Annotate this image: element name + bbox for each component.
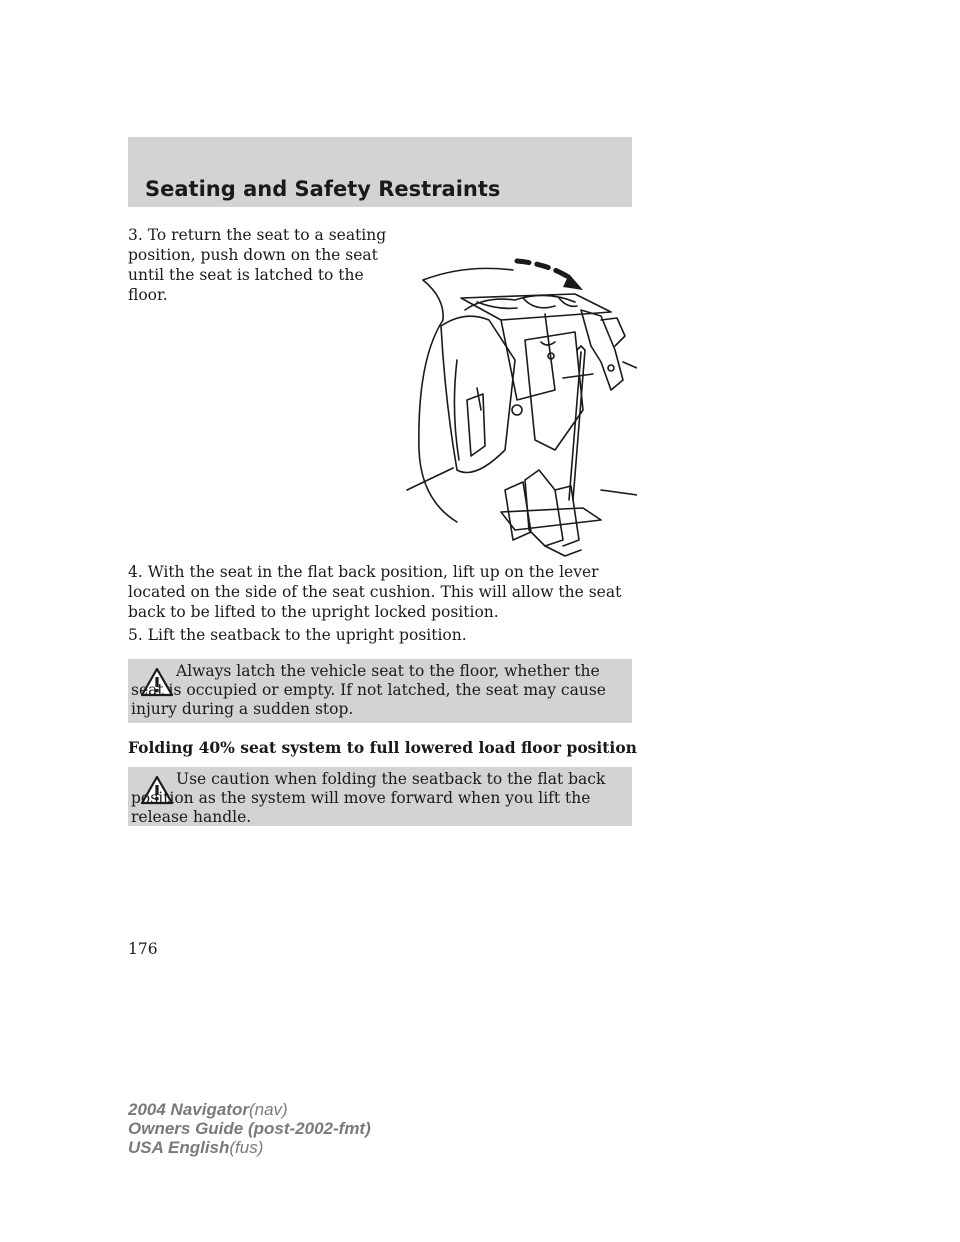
- warning-text: Use caution when folding the seatback to the flat back position as the system will move forward when you lift the release handle.: [131, 770, 606, 826]
- seat-latch-illustration: [405, 250, 637, 560]
- footer-line-2: [128, 1119, 371, 1138]
- step-4-text: 4. With the seat in the flat back position, lift up on the lever located on the side of the seat cushion. This will allow the seat back to be lifted to the upright locked position.: [128, 563, 622, 621]
- footer-line-3: [128, 1138, 371, 1157]
- warning-text: Always latch the vehicle seat to the floor, whether the seat is occupied or empty. If not latched, the seat may cause injury during a sudden stop.: [131, 662, 606, 718]
- footer-model-code: (nav): [248, 1100, 288, 1119]
- footer-guide: Owners Guide (post-2002-fmt): [128, 1119, 371, 1138]
- footer-language-code: (fus): [229, 1138, 264, 1157]
- page-number: 176: [128, 940, 158, 958]
- warning-box-folding: [128, 767, 632, 826]
- section-subheading: Folding 40% seat system to full lowered load floor position: [128, 738, 637, 757]
- footer-line-1: [128, 1100, 371, 1119]
- footer-language: USA English: [128, 1138, 230, 1157]
- step-3-text: 3. To return the seat to a seating position, push down on the seat until the seat is latched to the floor.: [128, 226, 387, 304]
- step-5-text: 5. Lift the seatback to the upright position.: [128, 626, 467, 644]
- footer-model: 2004 Navigator: [128, 1100, 249, 1119]
- document-footer: [128, 1100, 371, 1157]
- section-title: Seating and Safety Restraints: [145, 177, 501, 201]
- warning-box-latch: [128, 659, 632, 723]
